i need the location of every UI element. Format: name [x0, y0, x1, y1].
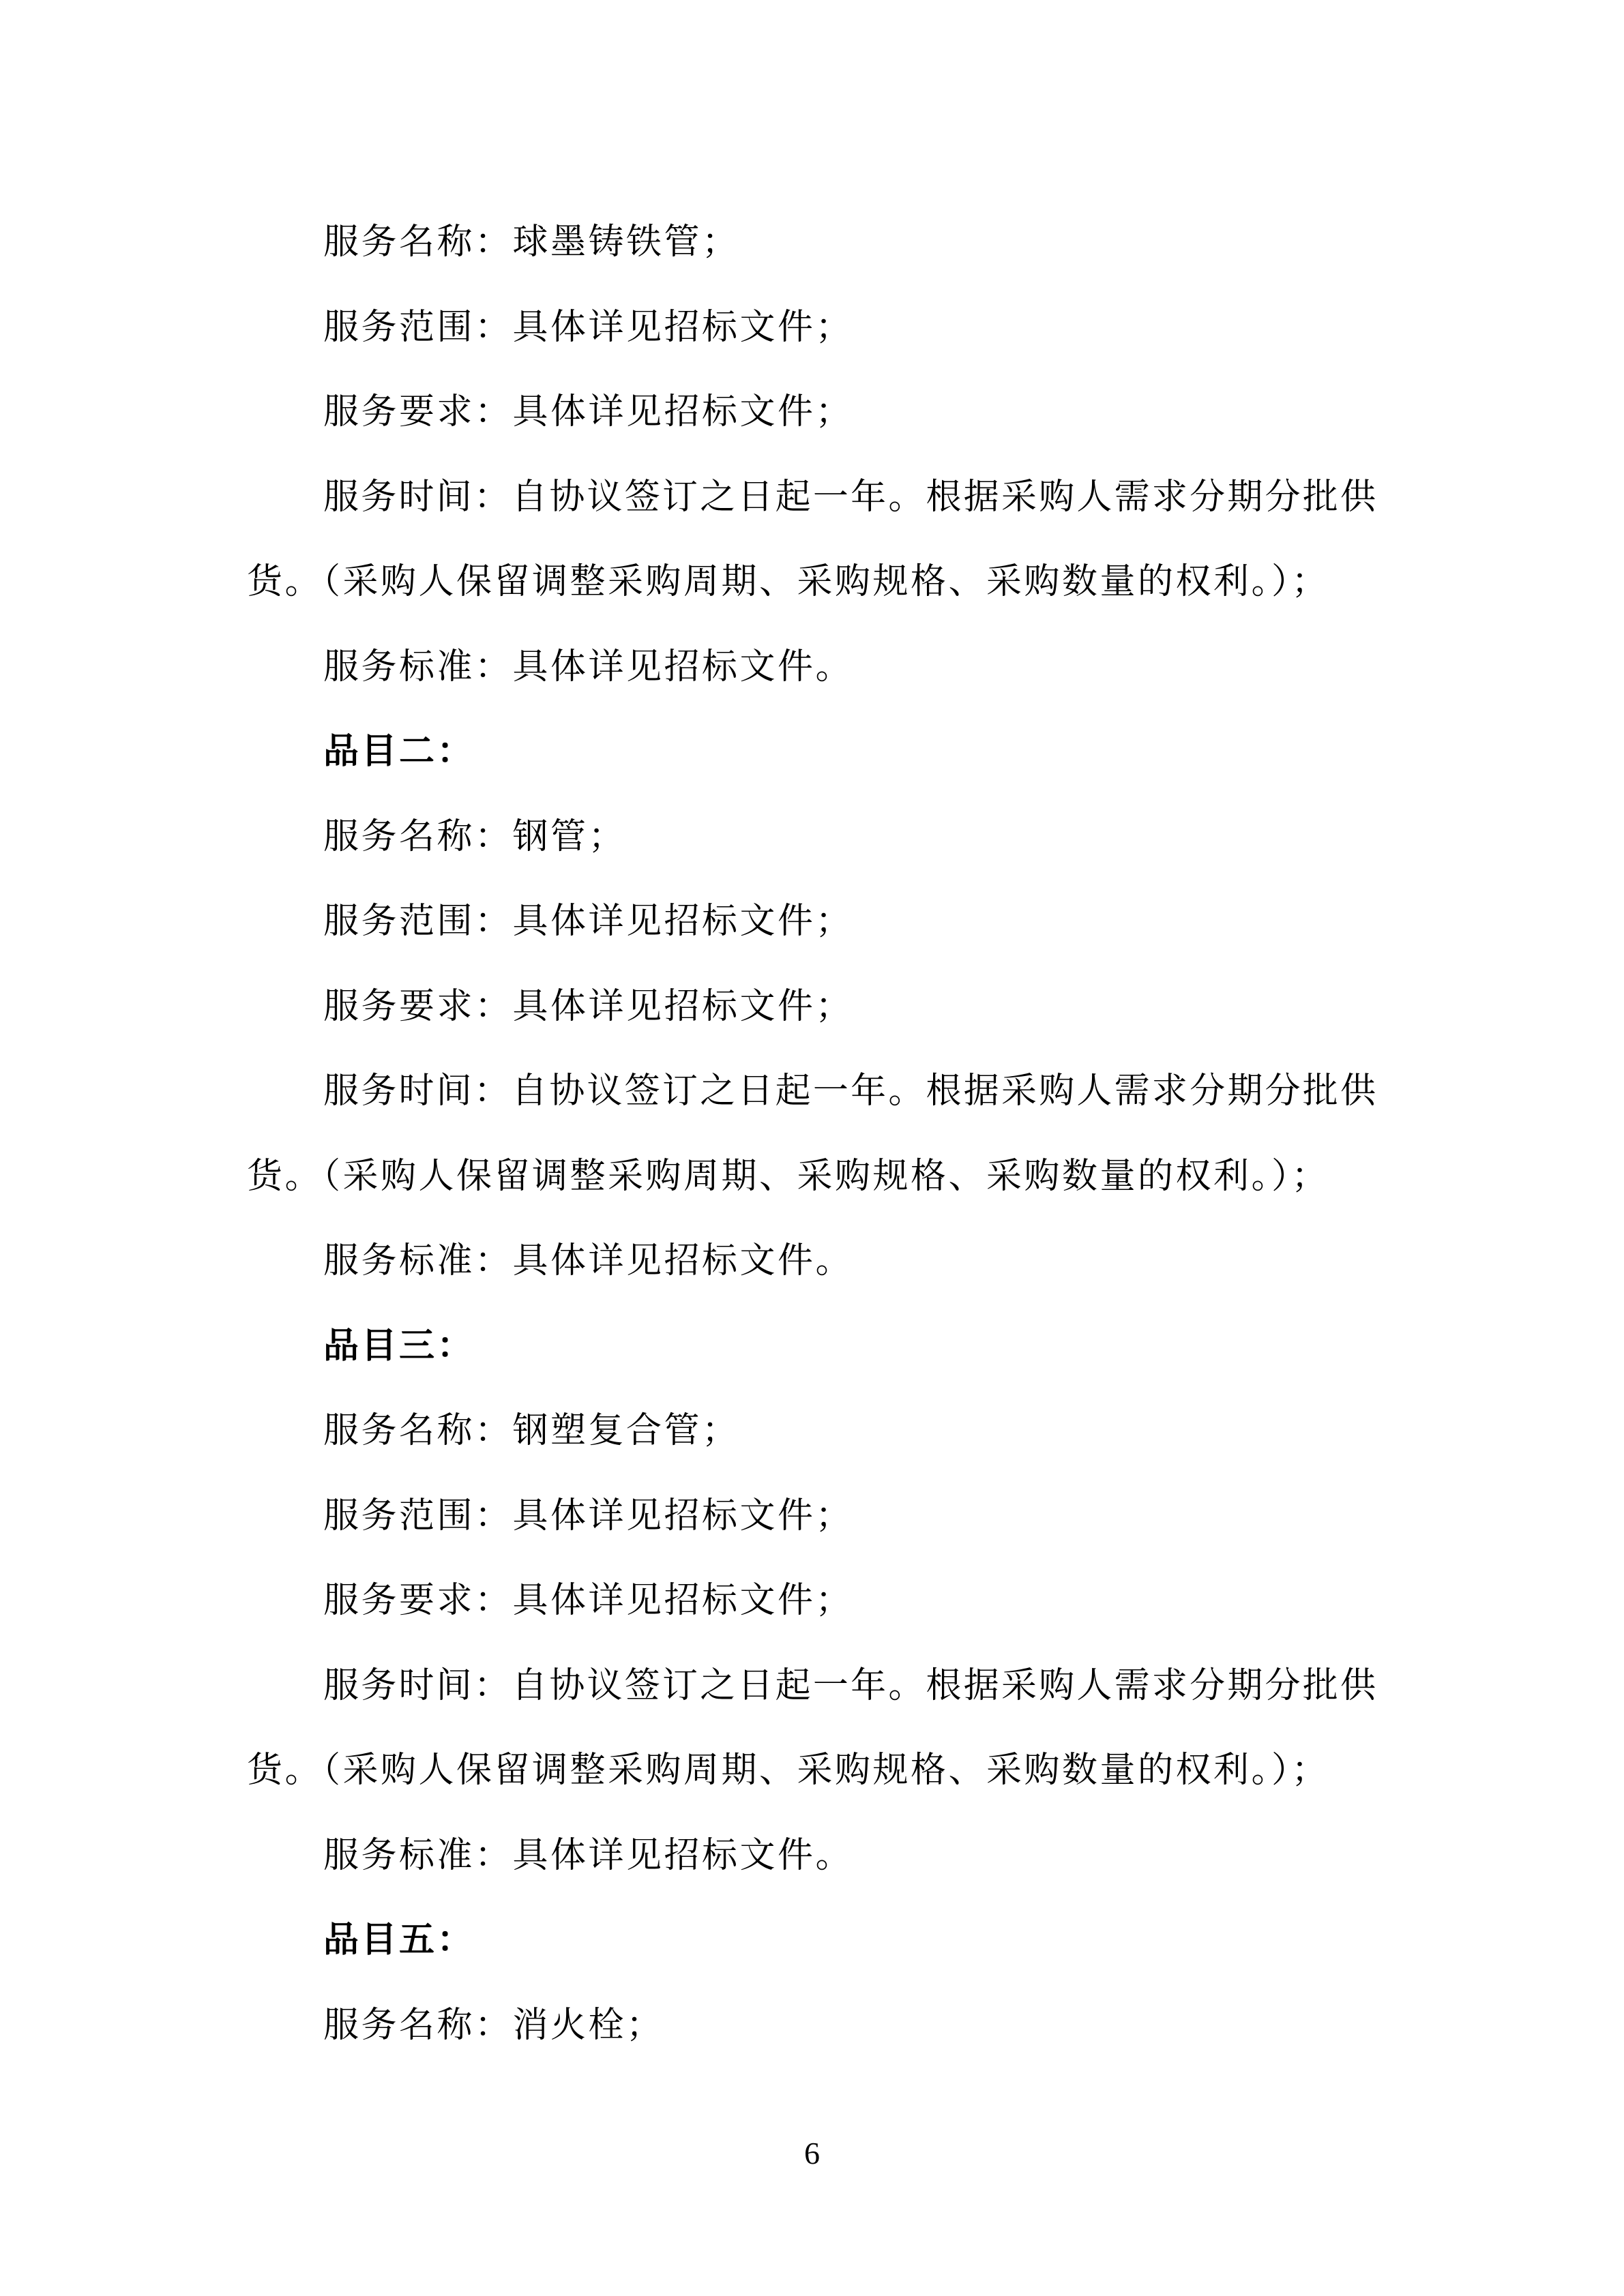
- document-line: 服务名称：消火栓；: [323, 2006, 664, 2045]
- document-line: 服务标准：具体详见招标文件。: [323, 1242, 854, 1281]
- document-line: 服务标准：具体详见招标文件。: [323, 1836, 854, 1875]
- document-line: 服务范围：具体详见招标文件；: [323, 308, 854, 347]
- page-number: 6: [804, 2136, 820, 2171]
- document-line: 服务时间：自协议签订之日起一年。根据采购人需求分期分批供: [323, 477, 1376, 517]
- document-line: 服务范围：具体详见招标文件；: [323, 1496, 854, 1536]
- document-line: 服务名称：钢管；: [323, 817, 627, 856]
- document-line: 服务名称：钢塑复合管；: [323, 1412, 740, 1450]
- document-line: 服务时间：自协议签订之日起一年。根据采购人需求分期分批供: [323, 1072, 1376, 1111]
- section-heading: 品目五：: [323, 1921, 475, 1960]
- section-heading: 品目二：: [323, 732, 475, 771]
- document-line: 服务标准：具体详见招标文件。: [323, 647, 854, 687]
- document-line: 服务要求：具体详见招标文件；: [323, 987, 854, 1026]
- document-line: 服务要求：具体详见招标文件；: [323, 393, 854, 432]
- document-line: 货。（采购人保留调整采购周期、采购规格、采购数量的权利。）；: [247, 1157, 1330, 1196]
- document-line: 服务名称：球墨铸铁管；: [323, 223, 740, 262]
- section-heading: 品目三：: [323, 1326, 475, 1366]
- document-line: 服务范围：具体详见招标文件；: [323, 902, 854, 941]
- document-line: 服务时间：自协议签订之日起一年。根据采购人需求分期分批供: [323, 1666, 1376, 1705]
- text-block: [247, 200, 1376, 2068]
- document-line: 货。（采购人保留调整采购周期、采购规格、采购数量的权利。）；: [247, 1751, 1330, 1790]
- document-line: 货。（采购人保留调整采购周期、采购规格、采购数量的权利。）；: [247, 563, 1330, 601]
- document-line: 服务要求：具体详见招标文件；: [323, 1581, 854, 1620]
